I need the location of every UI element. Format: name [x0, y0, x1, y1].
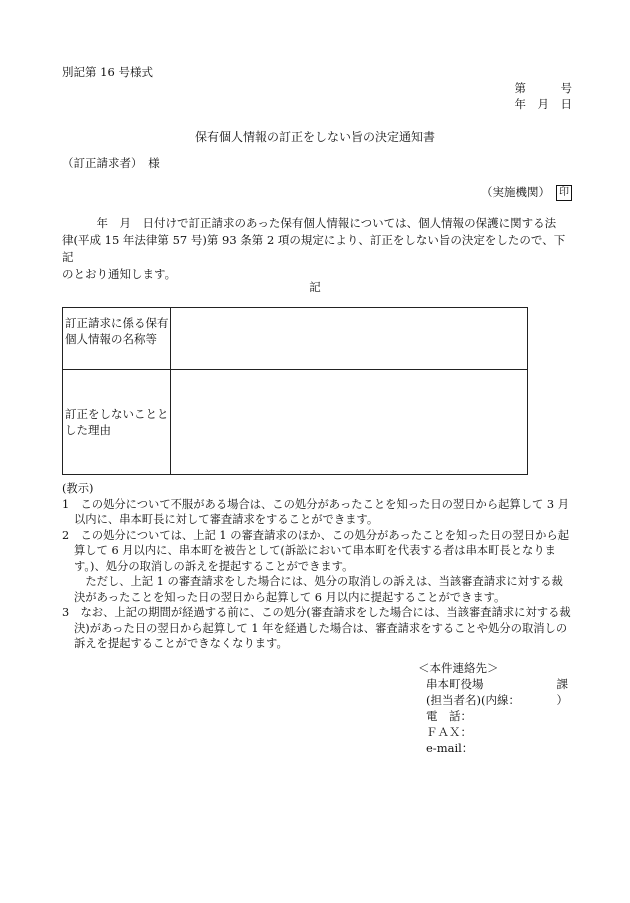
instruction-item: 3 なお、上記の期間が経過する前に、この処分(審査請求をした場合には、当該審査請求に対する裁決)があった日の翌日から起算して 1 年を経過した場合は、審査請求をすることや処分の取消しの訴えを提起することができなくなります。	[62, 606, 571, 650]
instructions-heading: (教示)	[62, 482, 94, 495]
notice-body-line: 年 月 日付けで訂正請求のあった保有個人情報については、個人情報の保護に関する法	[62, 216, 557, 230]
notice-body-line: 律(平成 15 年法律第 57 号)第 93 条第 2 項の規定により、訂正をしない旨の決定をしたので、下記	[62, 233, 566, 264]
issuing-agency	[481, 184, 572, 201]
instructions-section	[62, 481, 572, 652]
document-title: 保有個人情報の訂正をしない旨の決定通知書	[194, 130, 435, 144]
contact-person-close: ）	[556, 693, 568, 707]
contact-office: 串本町役場 課	[426, 677, 568, 691]
info-table	[62, 307, 528, 475]
seal-mark: 印	[556, 185, 572, 201]
notice-body	[62, 215, 570, 283]
document-number: 第 号	[514, 81, 572, 95]
contact-section: 課	[556, 677, 568, 691]
contact-email: e-mail：	[426, 741, 474, 755]
table-row	[63, 370, 528, 475]
contact-heading: ＜本件連絡先＞	[418, 661, 499, 675]
row-value-info-name	[171, 308, 528, 370]
instruction-item-continued: ただし、上記 1 の審査請求をした場合には、処分の取消しの訴えは、当該審査請求に対する裁決があったことを知った日の翌日から起算して 6 月以内に提起することができます。	[74, 575, 563, 604]
form-number-label: 別記第 16 号様式	[62, 65, 153, 79]
contact-phone: 電 話：	[426, 709, 472, 723]
instruction-item: 1 この処分について不服がある場合は、この処分があったことを知った日の翌日から起算して 3 月以内に、串本町長に対して審査請求をすることができます。	[62, 497, 569, 526]
contact-fax: ＦＡＸ：	[426, 725, 472, 739]
issuing-agency-label: （実施機関）	[481, 185, 550, 199]
row-label-info-name: 訂正請求に係る保有個人情報の名称等	[63, 308, 171, 370]
ki-heading: 記	[309, 280, 321, 294]
contact-block	[418, 660, 568, 756]
instruction-item: 2 この処分については、上記 1 の審査請求のほか、この処分があったことを知った日の翌日から起算して 6 月以内に、串本町を被告として(訴訟において串本町を代表する者は串本町長となります。)、処分の取消しの訴えを提起することができます。	[62, 528, 569, 573]
row-value-reason	[171, 370, 528, 475]
notice-body-line: のとおり通知します。	[62, 267, 177, 281]
table-row	[63, 308, 528, 370]
addressee: （訂正請求者） 様	[62, 156, 160, 170]
contact-person: (担当者名)(内線： ）	[426, 693, 568, 707]
document-date: 年 月 日	[514, 97, 572, 111]
row-label-reason: 訂正をしないこととした理由	[63, 370, 171, 475]
